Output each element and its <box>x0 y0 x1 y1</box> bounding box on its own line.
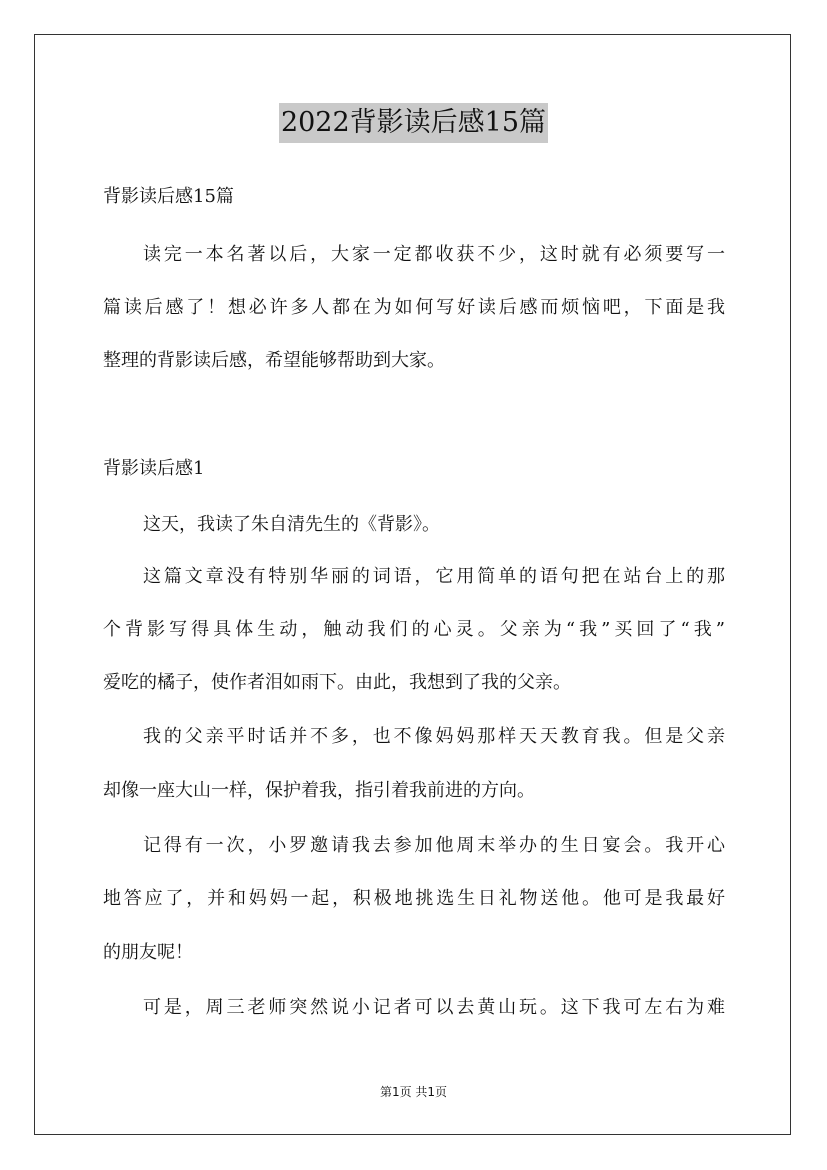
page-footer: 第1页 共1页 <box>379 1085 448 1099</box>
section-heading: 背影读后感1 <box>103 458 205 479</box>
body-line-9: 的朋友呢！ <box>103 942 193 963</box>
body-line-5: 我的父亲平时话并不多，也不像妈妈那样天天教育我。但是父亲 <box>143 726 725 747</box>
subtitle: 背影读后感15篇 <box>103 186 234 207</box>
body-line-2: 这篇文章没有特别华丽的词语，它用简单的语句把在站台上的那 <box>143 566 725 587</box>
body-line-4: 爱吃的橘子，使作者泪如雨下。由此，我想到了我的父亲。 <box>103 672 571 693</box>
intro-line-1: 读完一本名著以后，大家一定都收获不少，这时就有必须要写一 <box>143 244 725 265</box>
intro-line-3: 整理的背影读后感，希望能够帮助到大家。 <box>103 350 445 371</box>
body-line-6: 却像一座大山一样，保护着我，指引着我前进的方向。 <box>103 780 535 801</box>
body-line-1: 这天，我读了朱自清先生的《背影》。 <box>143 514 440 535</box>
body-line-10: 可是，周三老师突然说小记者可以去黄山玩。这下我可左右为难 <box>143 997 725 1018</box>
body-line-3: 个背影写得具体生动，触动我们的心灵。父亲为“我”买回了“我” <box>103 619 725 640</box>
document-title: 2022背影读后感15篇 <box>279 103 548 143</box>
title-wrap <box>0 103 827 143</box>
intro-line-2: 篇读后感了！想必许多人都在为如何写好读后感而烦恼吧，下面是我 <box>103 297 725 318</box>
body-line-8: 地答应了，并和妈妈一起，积极地挑选生日礼物送他。他可是我最好 <box>103 888 725 909</box>
body-line-7: 记得有一次，小罗邀请我去参加他周末举办的生日宴会。我开心 <box>143 835 725 856</box>
